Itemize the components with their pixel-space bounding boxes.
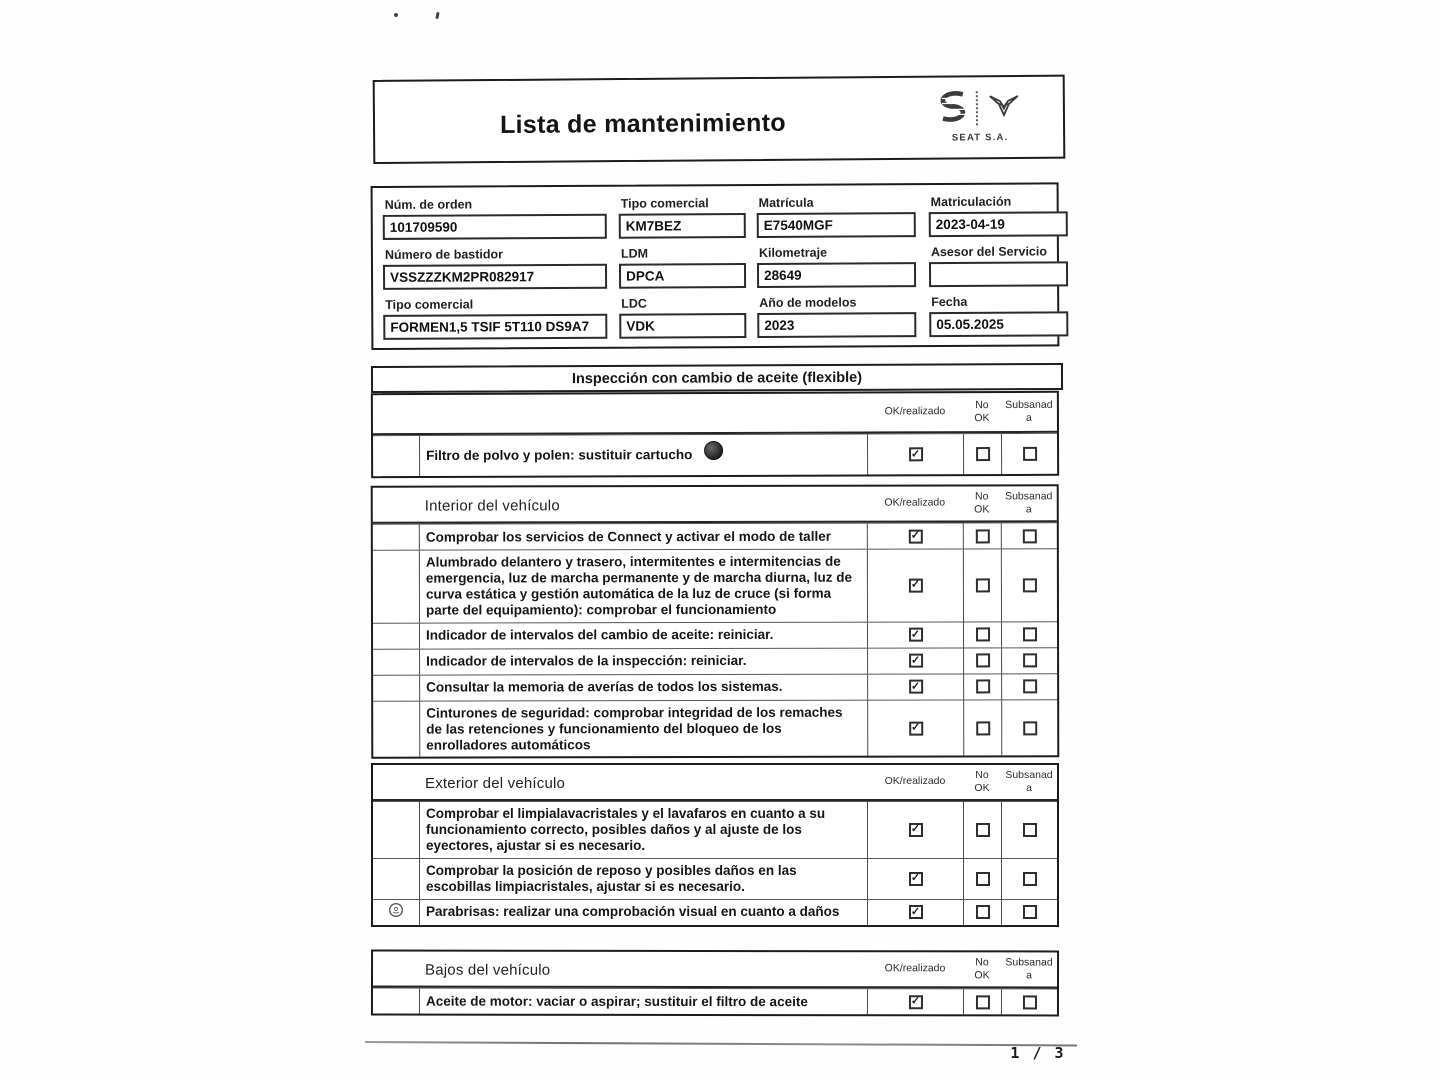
column-header-no-ok (963, 490, 1001, 516)
checkbox-ok[interactable]: ✓ (908, 995, 922, 1009)
task-text (419, 434, 867, 476)
column-header-no-ok (963, 956, 1001, 982)
checkbox-subsanada[interactable] (1022, 529, 1036, 543)
column-header-subsanada-line: a (1025, 503, 1032, 516)
checkbox-no-ok[interactable] (976, 654, 990, 668)
column-header-no-ok-line: OK (974, 969, 990, 982)
checklist-section-general (371, 391, 1059, 478)
field-label: LDC (621, 296, 647, 311)
checkbox-no-ok-cell (963, 802, 1001, 858)
checkbox-ok[interactable]: ✓ (908, 578, 922, 592)
field-value-box[interactable]: 28649 (757, 262, 916, 288)
checklist-row (373, 548, 1057, 622)
field-label: Matrícula (758, 195, 814, 210)
section-title (419, 407, 867, 419)
scan-speck (394, 13, 398, 17)
checkbox-no-ok[interactable] (976, 680, 990, 694)
checkbox-no-ok[interactable] (976, 905, 990, 919)
field-value-box[interactable]: 2023-04-19 (929, 211, 1068, 237)
checkbox-subsanada-cell (1001, 549, 1057, 621)
column-header-subsanada-line: Subsanad (1005, 956, 1053, 969)
column-header-subsanada-line: Subsanad (1005, 490, 1053, 503)
form-field (379, 292, 615, 343)
checkbox-no-ok-cell (963, 434, 1001, 474)
margin-cell (373, 525, 419, 550)
checkbox-no-ok[interactable] (976, 447, 990, 461)
checklist-row (373, 621, 1057, 648)
section-header-row (373, 765, 1057, 801)
checkbox-subsanada[interactable] (1023, 872, 1037, 886)
checklist-section-bajos (371, 950, 1059, 1017)
column-header-ok-label: OK/realizado (884, 405, 946, 418)
checkbox-ok[interactable]: ✓ (909, 872, 923, 886)
field-value-box[interactable]: 2023 (757, 312, 916, 338)
checkbox-subsanada[interactable] (1023, 905, 1037, 919)
checkbox-ok[interactable]: ✓ (908, 529, 922, 543)
form-field (615, 291, 753, 342)
checkbox-subsanada[interactable] (1023, 823, 1037, 837)
task-text (419, 622, 867, 648)
column-header-no-ok-line: No (975, 956, 989, 969)
form-field (753, 190, 925, 241)
task-text (419, 900, 867, 925)
margin-cell (373, 436, 419, 476)
checkbox-subsanada-cell (1001, 802, 1057, 858)
column-header-subsanada (1001, 956, 1057, 982)
checkbox-subsanada[interactable] (1022, 578, 1036, 592)
scan-speck (435, 12, 439, 19)
form-field (925, 289, 1072, 340)
column-header-subsanada-line: a (1026, 969, 1032, 982)
column-header-no-ok (963, 769, 1001, 795)
task-text-label: Indicador de intervalos de la inspección: reiniciar. (426, 653, 747, 669)
margin-cell (373, 649, 419, 674)
checkbox-ok[interactable]: ✓ (909, 628, 923, 642)
checklist-row (373, 899, 1057, 925)
form-field (753, 290, 925, 341)
column-header-ok (867, 775, 963, 788)
checkbox-no-ok-cell (963, 859, 1001, 899)
field-value-box[interactable]: 05.05.2025 (929, 311, 1068, 337)
task-text-label: Indicador de intervalos del cambio de aceite: reiniciar. (426, 627, 774, 643)
checkbox-subsanada-cell (1001, 859, 1057, 899)
field-value-box[interactable] (929, 261, 1068, 287)
checklist-row (373, 673, 1057, 700)
checkbox-no-ok-cell (963, 900, 1001, 925)
checkbox-ok-cell (867, 700, 963, 756)
checkbox-no-ok-cell (963, 674, 1001, 699)
inspection-banner: Inspección con cambio de aceite (flexible) (371, 363, 1063, 393)
column-header-no-ok-line: OK (974, 503, 990, 516)
logo-divider (976, 91, 978, 125)
checkbox-ok-cell (867, 674, 963, 699)
task-text-label: Cinturones de seguridad: comprobar integridad de los remaches de las retenciones y funcionamiento del bloqueo de los enrolladores automáticos (426, 704, 843, 753)
task-text-label: Aceite de motor: vaciar o aspirar; sustituir el filtro de aceite (425, 993, 808, 1009)
task-text (419, 802, 867, 858)
field-value-box[interactable]: 101709590 (383, 214, 607, 240)
task-text-label: Parabrisas: realizar una comprobación visual en cuanto a daños (426, 904, 840, 920)
checkbox-no-ok[interactable] (976, 721, 990, 735)
section-header-row (373, 393, 1057, 435)
checklist-row (373, 433, 1057, 476)
column-header-subsanada (1001, 399, 1057, 425)
task-text (419, 989, 867, 1015)
brand-name: SEAT S.A. (951, 132, 1009, 144)
checkbox-no-ok-cell (963, 523, 1001, 548)
field-value-box[interactable]: E7540MGF (757, 212, 916, 238)
task-text-label: Consultar la memoria de averías de todos los sistemas. (426, 679, 783, 695)
filled-dot-icon (704, 440, 723, 459)
checkbox-subsanada[interactable] (1022, 995, 1036, 1009)
checkbox-subsanada[interactable] (1023, 680, 1037, 694)
field-label: Número de bastidor (384, 247, 504, 262)
checkbox-no-ok[interactable] (975, 578, 989, 592)
checkbox-ok-cell (867, 989, 963, 1014)
checkbox-subsanada-cell (1001, 434, 1057, 474)
checkbox-no-ok[interactable] (975, 995, 989, 1009)
field-value-box[interactable]: DPCA (619, 263, 746, 289)
section-title: Interior del vehículo (424, 496, 560, 515)
column-header-subsanada-line: a (1026, 782, 1032, 794)
task-text (419, 674, 867, 700)
task-text-label: Alumbrado delantero y trasero, intermitentes e intermitencias de emergencia, luz de marcha permanente y de marcha diurna, luz de curva estática y gestión automática de la luz de cruce (si forma parte del equipamiento): comprobar el funcionamiento (425, 553, 853, 618)
task-text-label: Comprobar la posición de reposo y posibles daños en las escobillas limpiacristales, ajustar si es necesario. (426, 862, 797, 894)
checklist-row (373, 858, 1057, 899)
field-label: Fecha (931, 294, 968, 310)
checkbox-no-ok[interactable] (976, 823, 990, 837)
checklist-row (373, 522, 1057, 549)
column-header-no-ok-line: OK (974, 782, 990, 794)
round-stamp-icon (388, 902, 404, 923)
footer-rule (365, 1041, 1077, 1046)
column-header-subsanada-line: a (1026, 411, 1032, 424)
checkbox-ok[interactable]: ✓ (909, 823, 923, 837)
form-field (615, 241, 753, 292)
section-title: Exterior del vehículo (425, 774, 566, 792)
checkbox-ok-cell (867, 549, 963, 621)
checkbox-ok[interactable]: ✓ (909, 447, 923, 461)
margin-cell (373, 701, 419, 757)
column-header-ok-label: OK/realizado (884, 962, 946, 975)
form-field (615, 191, 753, 242)
section-title: Bajos del vehículo (425, 961, 551, 979)
form-field (379, 242, 615, 293)
margin-cell (373, 859, 419, 899)
checklist-row (373, 988, 1057, 1015)
column-header-no-ok (963, 399, 1001, 425)
checklist-row (373, 801, 1057, 858)
checkbox-subsanada-cell (1001, 622, 1057, 647)
field-label: Año de modelos (759, 295, 857, 310)
page-title: Lista de mantenimiento (499, 108, 786, 140)
vehicle-data-form (371, 182, 1060, 350)
column-header-ok-label: OK/realizado (884, 496, 946, 510)
checkbox-no-ok[interactable] (976, 872, 990, 886)
field-label: LDM (620, 246, 649, 261)
checkbox-ok-cell (867, 859, 963, 899)
column-header-ok-label: OK/realizado (884, 775, 946, 788)
checkbox-ok[interactable]: ✓ (909, 654, 923, 668)
form-field (925, 189, 1072, 240)
task-text-label: Comprobar los servicios de Connect y activar el modo de taller (425, 528, 831, 545)
column-header-subsanada-line: Subsanad (1005, 768, 1053, 781)
field-label: Asesor del Servicio (930, 244, 1047, 260)
section-header-row (373, 952, 1057, 989)
checkbox-subsanada-cell (1001, 900, 1057, 925)
checkbox-subsanada[interactable] (1023, 654, 1037, 668)
task-text (419, 648, 867, 674)
checkbox-no-ok-cell (963, 648, 1001, 673)
field-value-box[interactable]: VDK (619, 313, 746, 339)
checkbox-subsanada-cell (1001, 674, 1057, 699)
checkbox-ok-cell (867, 622, 963, 647)
checkbox-ok-cell (867, 802, 963, 858)
column-header-ok (867, 963, 963, 976)
column-header-no-ok-line: OK (974, 412, 990, 425)
seat-logo-icon (940, 90, 966, 127)
checkbox-subsanada[interactable] (1023, 628, 1037, 642)
margin-cell (373, 989, 419, 1014)
margin-cell (373, 675, 419, 700)
checkbox-ok-cell (867, 900, 963, 925)
form-field (925, 239, 1072, 290)
column-header-subsanada (1001, 769, 1057, 795)
document-header (373, 75, 1066, 164)
column-header-subsanada (1001, 490, 1057, 516)
task-text (419, 700, 867, 757)
column-header-no-ok-line: No (975, 398, 989, 411)
checkbox-subsanada-cell (1001, 523, 1057, 548)
column-header-no-ok-line: No (975, 490, 989, 503)
checkbox-ok-cell (867, 648, 963, 673)
cupra-logo-icon (988, 91, 1020, 124)
checklist-row (373, 699, 1057, 757)
task-text (419, 859, 867, 899)
checkbox-subsanada[interactable] (1023, 447, 1037, 461)
checkbox-ok-cell (867, 434, 963, 474)
checkbox-ok-cell (867, 523, 963, 548)
margin-cell (373, 900, 419, 925)
task-text-label: Filtro de polvo y polen: sustituir cartucho (426, 447, 693, 464)
checkbox-no-ok-cell (963, 549, 1001, 621)
form-field (379, 192, 615, 243)
field-label: Kilometraje (758, 245, 828, 260)
task-text (419, 524, 867, 550)
margin-cell (373, 623, 419, 648)
checkbox-subsanada-cell (1001, 648, 1057, 673)
task-text (419, 550, 867, 623)
field-value-box[interactable]: KM7BEZ (619, 213, 746, 239)
checkbox-ok[interactable]: ✓ (909, 680, 923, 694)
checkbox-subsanada-cell (1001, 700, 1057, 756)
field-label: Tipo comercial (385, 297, 474, 312)
checklist-section-exterior (371, 763, 1059, 927)
checkbox-no-ok-cell (963, 622, 1001, 647)
checkbox-ok[interactable]: ✓ (909, 905, 923, 919)
page-number: 1 / 3 (1010, 1044, 1066, 1062)
checkbox-no-ok[interactable] (976, 628, 990, 642)
brand-block (925, 89, 1035, 144)
margin-cell (373, 802, 419, 858)
column-header-ok (867, 406, 963, 419)
checklist-section-interior (371, 484, 1060, 759)
checklist-row (373, 647, 1057, 674)
checkbox-subsanada-cell (1001, 989, 1057, 1014)
form-field (753, 240, 925, 291)
field-value-box[interactable]: VSSZZZKM2PR082917 (383, 264, 607, 290)
column-header-ok (867, 497, 963, 510)
checkbox-no-ok-cell (963, 700, 1001, 756)
margin-cell (373, 551, 419, 623)
column-header-subsanada-line: Subsanad (1005, 398, 1053, 411)
field-label: Núm. de orden (384, 197, 473, 212)
field-value-box[interactable]: FORMEN1,5 TSIF 5T110 DS9A7 (383, 314, 607, 340)
checkbox-no-ok[interactable] (975, 529, 989, 543)
task-text-label: Comprobar el limpialavacristales y el lavafaros en cuanto a su funcionamiento correcto, posibles daños y al ajuste de los eyectores, ajustar si es necesario. (426, 806, 826, 853)
checkbox-subsanada[interactable] (1023, 721, 1037, 735)
checkbox-ok[interactable]: ✓ (909, 721, 923, 735)
checkbox-no-ok-cell (963, 989, 1001, 1014)
column-header-no-ok-line: No (975, 768, 989, 781)
section-header-row (373, 486, 1057, 523)
field-label: Matriculación (930, 194, 1012, 210)
field-label: Tipo comercial (620, 196, 709, 211)
